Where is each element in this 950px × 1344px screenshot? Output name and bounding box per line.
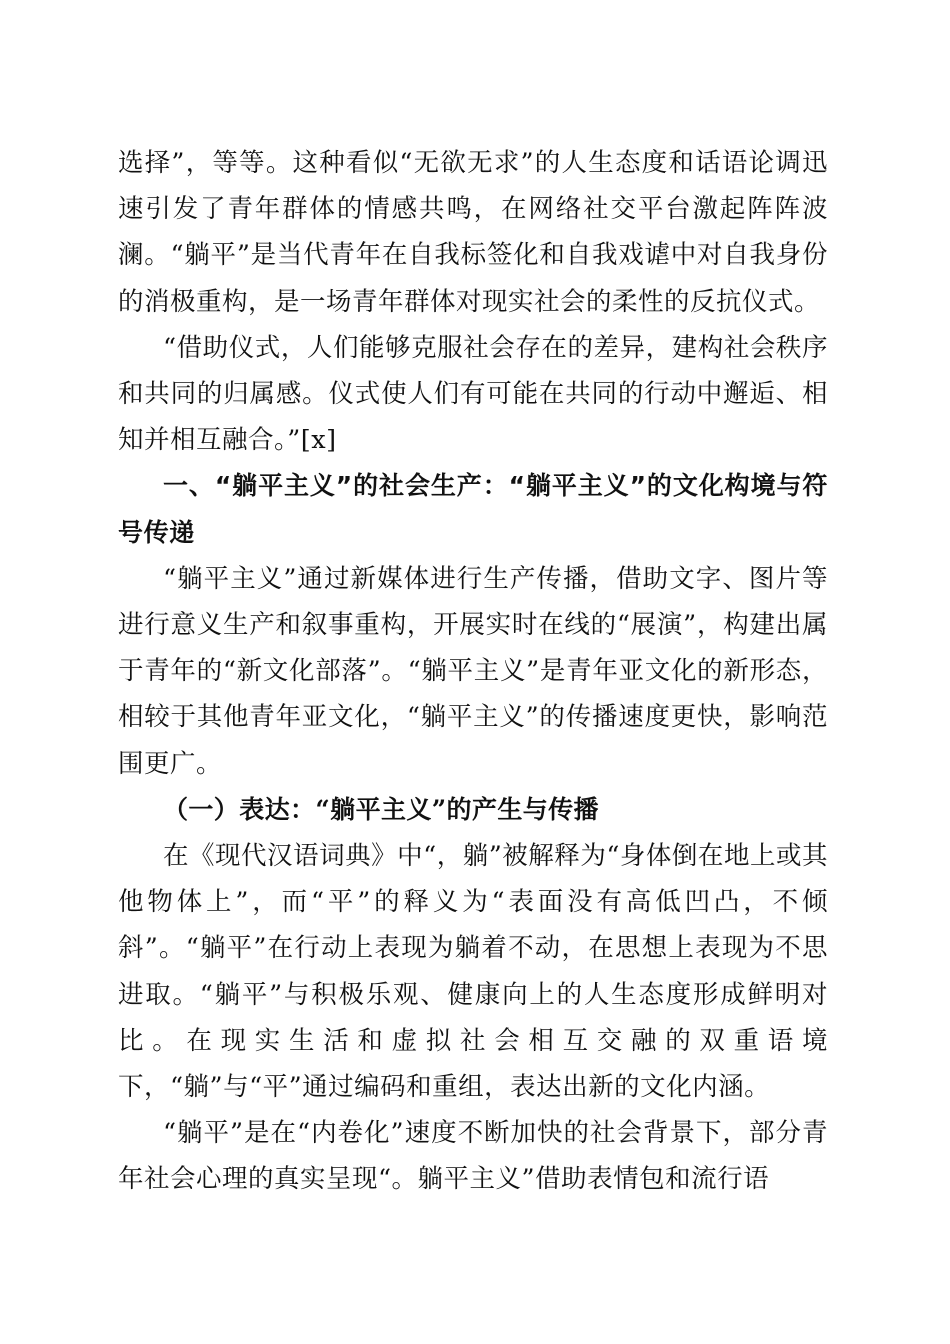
- paragraph-definition: 在《现代汉语词典》中“，躺”被解释为“身体倒在地上或其他物体上”，而“平”的释义为“表面没有高低凹凸，不倾斜”。“躺平”在行动上表现为躺着不动，在思想上表现为不思进取。“躺平”与积极乐观、健康向上的人生态度形成鲜明对比。在现实生活和虚拟社会相互交融的双重语境下，“躺”与“平”通过编码和重组，表达出新的文化内涵。: [118, 841, 828, 1103]
- paragraph-background: “躺平”是在“内卷化”速度不断加快的社会背景下，部分青年社会心理的真实呈现“。躺平主义”借助表情包和流行语: [118, 1118, 828, 1195]
- section-heading: 一、“躺平主义”的社会生产：“躺平主义”的文化构境与符号传递: [118, 471, 828, 547]
- paragraph-quote: “借助仪式，人们能够克服社会存在的差异，建构社会秩序和共同的归属感。仪式使人们有可能在共同的行动中邂逅、相知并相互融合。”[x]: [118, 332, 828, 456]
- paragraph-continuation: 选择”，等等。这种看似“无欲无求”的人生态度和话语论调迅速引发了青年群体的情感共鸣，在网络社交平台激起阵阵波澜。“躺平”是当代青年在自我标签化和自我戏谑中对自我身份的消极重构，是一场青年群体对现实社会的柔性的反抗仪式。: [118, 148, 828, 317]
- paragraph-section-intro: “躺平主义”通过新媒体进行生产传播，借助文字、图片等进行意义生产和叙事重构，开展实时在线的“展演”，构建出属于青年的“新文化部落”。“躺平主义”是青年亚文化的新形态，相较于其他青年亚文化，“躺平主义”的传播速度更快，影响范围更广。: [118, 563, 828, 779]
- document-body: [118, 140, 828, 1203]
- subsection-heading: （一）表达：“躺平主义”的产生与传播: [163, 794, 599, 824]
